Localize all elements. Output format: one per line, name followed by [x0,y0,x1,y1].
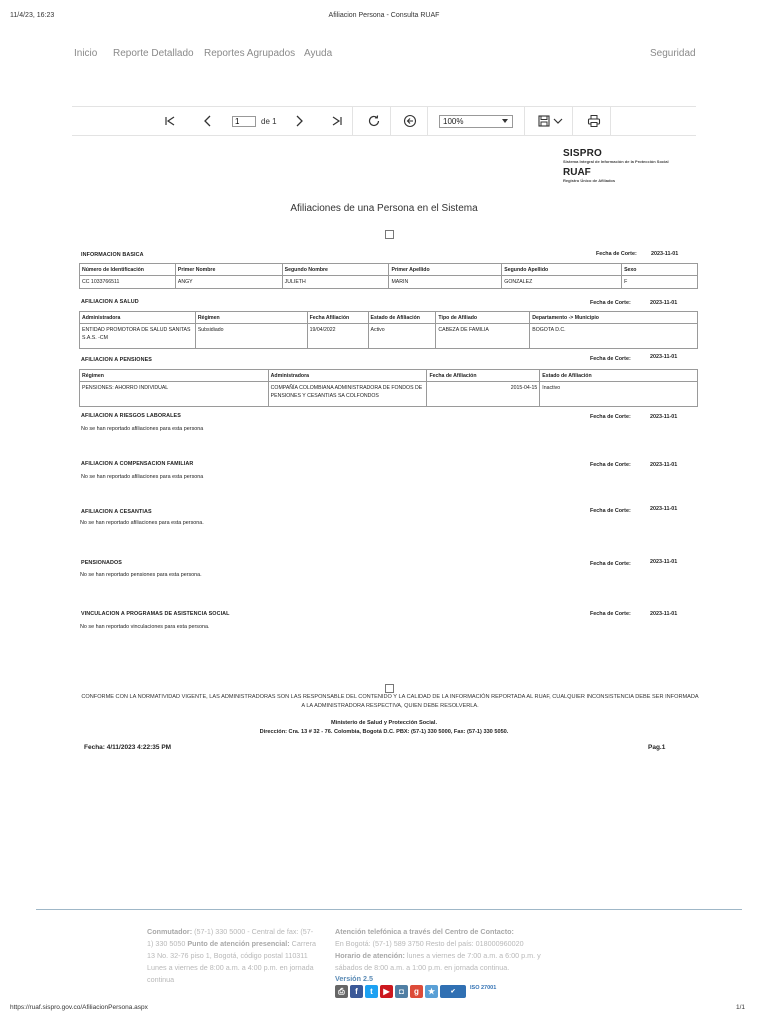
print-icon[interactable]: ⎙ [335,985,348,998]
table-cell: JULIETH [282,276,389,289]
print-datetime: 11/4/23, 16:23 [10,12,55,19]
conmutador-text: (57-1) 330 5000 - Central de fax: (57-1) 330 5050 [147,927,314,948]
basica-table [79,263,698,289]
atencion-text: En Bogotá: (57-1) 589 3750 Resto del país: 018000960020 [335,939,524,948]
fecha-corte-value: 2023-11-01 [650,300,678,306]
table-header: Estado de Afiliación [368,312,436,324]
table-cell: CABEZA DE FAMILIA [436,324,530,349]
table-cell: ENTIDAD PROMOTORA DE SALUD SANITAS S.A.S. -CM [80,324,196,349]
table-row [80,382,698,407]
checkbox[interactable] [385,684,394,693]
toolbar-divider [572,107,573,135]
atencion-label: Atención telefónica a través del Centro de Contacto: [335,927,514,936]
next-page-icon[interactable] [291,113,307,129]
section-heading-basica: INFORMACION BASICA [81,252,144,258]
report-toolbar [72,106,696,136]
page-number-input[interactable] [232,116,256,127]
table-header: Administradora [80,312,196,324]
table-header-row [80,370,698,382]
toolbar-divider [610,107,611,135]
table-header: Fecha Afiliación [307,312,368,324]
sispro-logo: SISPRO [563,148,602,159]
table-cell: 19/04/2022 [307,324,368,349]
table-header: Estado de Afiliación [540,370,698,382]
zoom-select[interactable]: 100% [439,115,513,128]
fecha-corte-label: Fecha de Corte: [590,462,631,468]
section-heading-cesantias: AFILIACION A CESANTIAS [81,509,152,515]
punto-label: Punto de atención presencial: [187,939,290,948]
fecha-corte-value: 2023-11-01 [650,506,678,512]
ministry-address: Dirección: Cra. 13 # 32 - 76. Colombia, Bogotá D.C. PBX: (57-1) 330 5000, Fax: (57-1) 330 5050. [259,729,509,735]
twitter-icon[interactable]: t [365,985,378,998]
fecha-corte-label: Fecha de Corte: [590,356,631,362]
section-heading-vinculacion: VINCULACION A PROGRAMAS DE ASISTENCIA SOCIAL [81,611,230,617]
table-cell: Inactivo [540,382,698,407]
print-url: https://ruaf.sispro.gov.co/AfiliacionPersona.aspx [10,1004,148,1011]
ministry-name: Ministerio de Salud y Protección Social. [331,720,437,726]
table-header: Sexo [622,264,698,276]
section-heading-pensiones: AFILIACION A PENSIONES [81,357,152,363]
fecha-corte-value: 2023-11-01 [650,559,678,565]
table-row [80,276,698,289]
section-heading-salud: AFILIACION A SALUD [81,299,139,305]
table-header: Administradora [268,370,427,382]
section-heading-pensionados: PENSIONADOS [81,560,122,566]
table-header: Segundo Nombre [282,264,389,276]
table-header: Tipo de Afiliado [436,312,530,324]
table-cell: COMPAÑÍA COLOMBIANA ADMINISTRADORA DE FONDOS DE PENSIONES Y CESANTIAS SA COLFONDOS [268,382,427,407]
table-cell: PENSIONES: AHORRO INDIVIDUAL [80,382,269,407]
table-cell: Activo [368,324,436,349]
fecha-corte-label: Fecha de Corte: [590,611,631,617]
table-header: Primer Nombre [175,264,282,276]
table-header: Número de Identificación [80,264,176,276]
table-header: Primer Apellido [389,264,502,276]
section-heading-compensacion: AFILIACION A COMPENSACION FAMILIAR [81,461,194,467]
page-of-label: de 1 [261,117,277,126]
table-cell: GONZALEZ [502,276,622,289]
print-page-title: Afiliacion Persona - Consulta RUAF [328,12,440,19]
riesgos-message: No se han reportado afiliaciones para esta persona [81,426,204,432]
table-header: Segundo Apellido [502,264,622,276]
google-plus-icon[interactable]: g [410,985,423,998]
pensiones-table [79,369,698,407]
fecha-corte-label: Fecha de Corte: [596,251,637,257]
toolbar-divider [390,107,391,135]
refresh-icon[interactable] [366,113,382,129]
footer-contact-right [335,926,569,974]
toolbar-divider [427,107,428,135]
version-label: Versión 2.5 [335,974,373,983]
footer-contact-left [147,926,319,986]
table-header: Departamento -> Municipio [530,312,698,324]
print-icon[interactable] [586,113,602,129]
sispro-subtitle: Sistema Integral de Información de la Protección Social [563,159,669,164]
chevron-down-icon[interactable] [550,113,566,129]
ruaf-logo: RUAF [563,167,591,178]
fecha-corte-value: 2023-11-01 [650,611,678,617]
table-cell: Subsidiado [195,324,307,349]
nav-seguridad[interactable]: Seguridad [650,48,696,59]
fecha-corte-label: Fecha de Corte: [590,561,631,567]
facebook-icon[interactable]: f [350,985,363,998]
fecha-corte-label: Fecha de Corte: [590,508,631,514]
last-page-icon[interactable] [329,113,345,129]
fecha-corte-value: 2023-11-01 [650,414,678,420]
nav-ayuda[interactable]: Ayuda [304,48,333,59]
fecha-corte-value: 2023-11-01 [650,354,678,360]
toolbar-divider [352,107,353,135]
table-header: Régimen [80,370,269,382]
table-header: Fecha de Afiliación [427,370,540,382]
fecha-corte-value: 2023-11-01 [650,462,678,468]
salud-table [79,311,698,349]
table-header-row [80,312,698,324]
certification-logo: ✔ [440,985,466,998]
fecha-corte-label: Fecha de Corte: [590,414,631,420]
footer-divider [36,909,742,910]
report-page: Pag.1 [648,744,666,751]
nav-inicio[interactable]: Inicio [74,48,98,59]
table-cell: ANGY [175,276,282,289]
nav-reporte-detallado[interactable]: Reporte Detallado [113,48,194,59]
iso-label: ISO 27001 [470,985,497,991]
conmutador-label: Conmutador: [147,927,193,936]
horario-label: Horario de atención: [335,951,405,960]
previous-page-icon[interactable] [200,113,216,129]
compensacion-message: No se han reportado afiliaciones para esta persona [81,474,204,480]
table-cell: MARIN [389,276,502,289]
table-row [80,324,698,349]
table-header: Régimen [195,312,307,324]
punto-text: Carrera 13 No. 32-76 piso 1, Bogotá, código postal 110311 Lunes a viernes de 8:00 a.m. a 4:00 p.m. en jornada continua [147,939,316,984]
back-to-parent-icon[interactable] [402,113,418,129]
toolbar-divider [524,107,525,135]
horario-text: lunes a viernes de 7:00 a.m. a 6:00 p.m. y sábados de 8:00 a.m. a 1:00 p.m. en jornada continua. [335,951,541,972]
table-cell: BOGOTA D.C. [530,324,698,349]
table-cell: CC 1033766511 [80,276,176,289]
fecha-corte-value: 2023-11-01 [651,251,679,257]
section-heading-riesgos: AFILIACION A RIESGOS LABORALES [81,413,181,419]
table-header-row [80,264,698,276]
fecha-corte-label: Fecha de Corte: [590,300,631,306]
vinculacion-message: No se han reportado vinculaciones para esta persona. [80,624,210,630]
cesantias-message: No se han reportado afiliaciones para esta persona. [80,520,204,526]
print-page-count: 1/1 [736,1004,746,1011]
ministry-block [0,719,768,737]
checkbox[interactable] [385,230,394,239]
pensionados-message: No se han reportado pensiones para esta persona. [80,572,202,578]
youtube-icon[interactable]: ▶ [380,985,393,998]
nav-reportes-agrupados[interactable]: Reportes Agrupados [204,48,296,59]
table-cell: 2015-04-15 [427,382,540,407]
ruaf-subtitle: Registro Único de Afiliados [563,178,616,183]
share-icon[interactable]: ★ [425,985,438,998]
report-date: Fecha: 4/11/2023 4:22:35 PM [84,744,172,751]
report-title: Afiliaciones de una Persona en el Sistema [290,203,478,214]
instagram-icon[interactable]: ◘ [395,985,408,998]
table-cell: F [622,276,698,289]
legal-notice: CONFORME CON LA NORMATIVIDAD VIGENTE, LAS ADMINISTRADORAS SON LAS RESPONSABLE DEL CONTENIDO Y LA CALIDAD DE LA INFORMACIÓN REPORTADA AL RUAF, CUALQUIER INCONSISTENCIA DEBE SER INFORMADA A LA ADMINISTRADORA RESPECTIVA, QUIEN DEBE RESOLVERLA. [81,694,699,709]
first-page-icon[interactable] [162,113,178,129]
